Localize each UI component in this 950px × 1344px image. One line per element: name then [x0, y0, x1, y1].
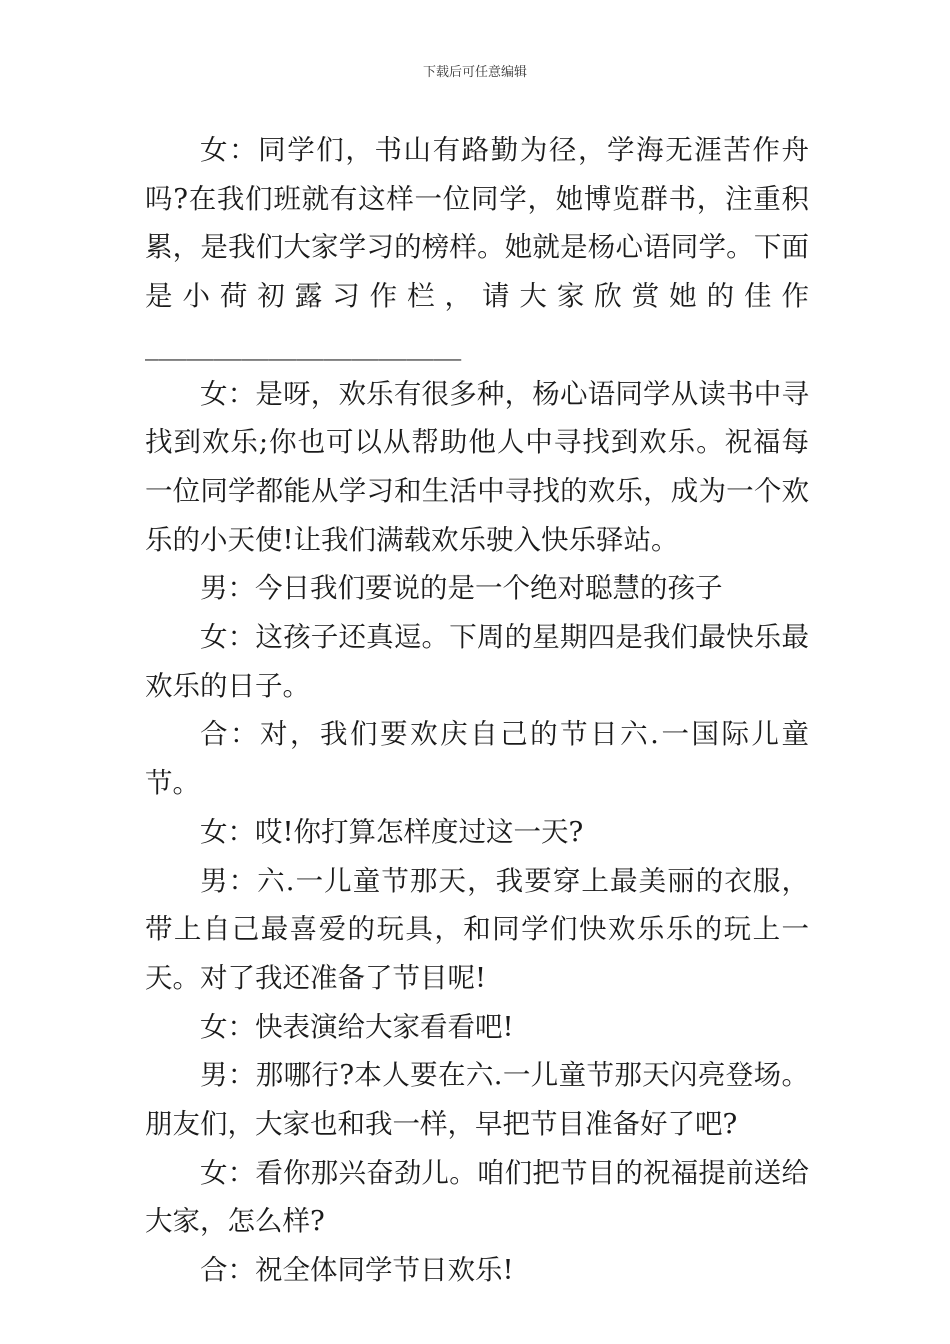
paragraph-2: 女：是呀，欢乐有很多种，杨心语同学从读书中寻找到欢乐;你也可以从帮助他人中寻找到欢乐。祝福每一位同学都能从学习和生活中寻找的欢乐，成为一个欢乐的小天使!让我们满载欢乐驶入快乐驿站。	[145, 377, 809, 556]
paragraph-1: 女：同学们，书山有路勤为径，学海无涯苦作舟吗?在我们班就有这样一位同学，她博览群书，注重积累，是我们大家学习的榜样。她就是杨心语同学。下面是小荷初露习作栏，请大家欣赏她的佳作_______________________	[145, 134, 809, 361]
paragraph-3: 男：今日我们要说的是一个绝对聪慧的孩子	[200, 572, 723, 605]
document-body	[145, 126, 809, 1295]
paragraph-11: 合：祝全体同学节日欢乐!	[200, 1254, 514, 1287]
page-header: 下载后可任意编辑	[422, 65, 527, 80]
paragraph-9: 男：那哪行?本人要在六.一儿童节那天闪亮登场。朋友们，大家也和我一样，早把节目准备好了吧?	[145, 1059, 809, 1141]
paragraph-5: 合：对，我们要欢庆自己的节日六.一国际儿童节。	[145, 718, 809, 800]
paragraph-4: 女：这孩子还真逗。下周的星期四是我们最快乐最欢乐的日子。	[145, 621, 809, 702]
paragraph-10: 女：看你那兴奋劲儿。咱们把节目的祝福提前送给大家，怎么样?	[145, 1156, 809, 1238]
paragraph-6: 女：哎!你打算怎样度过这一天?	[200, 815, 584, 848]
paragraph-7: 男：六.一儿童节那天，我要穿上最美丽的衣服，带上自己最喜爱的玩具，和同学们快欢乐乐的玩上一天。对了我还准备了节目呢!	[145, 864, 809, 994]
paragraph-8: 女：快表演给大家看看吧!	[200, 1010, 514, 1043]
